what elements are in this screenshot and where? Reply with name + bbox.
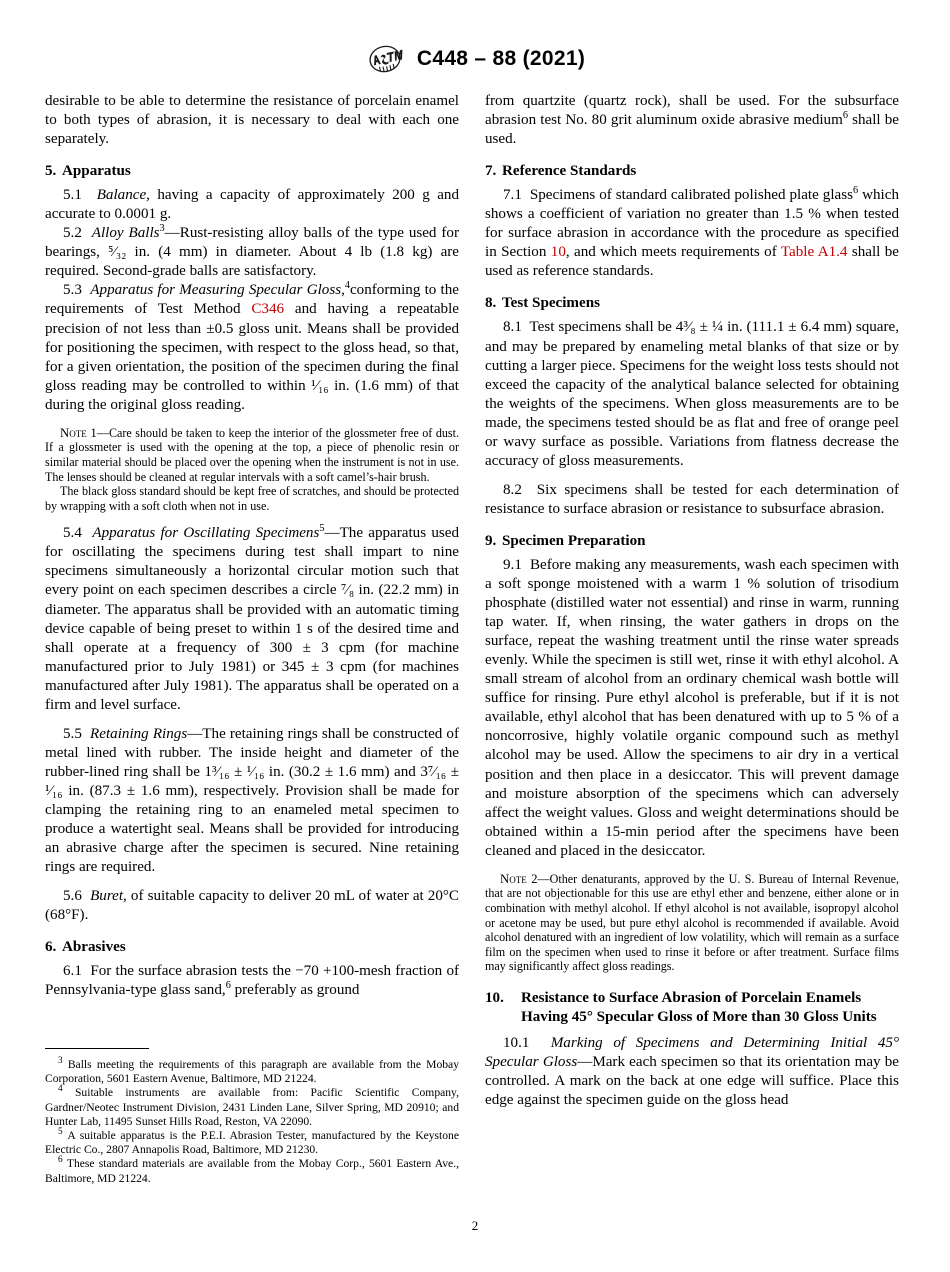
footnote-marker-5: 5: [58, 1127, 63, 1138]
page-header: [0, 44, 950, 74]
paragraph-8-1-text: Test specimens shall be 4³⁄₈ ± ¼ in. (111.1 ± 6.4 mm) square, and may be prepared by enameling metal blanks of that size or by cutting a larger piece. Specimens for the weight loss tests should not exceed the capacity of the analytical balance selected for obtaining the weights of the specimens. When gloss measurements are to be made, the specimens tested should be as flat and free of orange peel or wavy surface as possible. Variations from flatness decrease the accuracy of gloss measurements.: [485, 319, 899, 469]
section-title-9: Specimen Preparation: [502, 532, 646, 549]
paragraph-number-5-4: 5.4: [63, 525, 82, 542]
paragraph-6-1-continued: [485, 92, 899, 149]
right-column: [485, 92, 899, 1110]
paragraph-5-5: [45, 725, 459, 877]
section-heading-8: [485, 294, 899, 313]
note-2-paragraph: [485, 872, 899, 974]
paragraph-5-2: [45, 224, 459, 281]
intro-paragraph: desirable to be able to determine the resistance of porcelain enamel to both types of abrasion, it is necessary to deal with each one separately.: [45, 93, 459, 148]
page-number: 2: [471, 1218, 479, 1233]
note-1-paragraph-2: The black gloss standard should be kept free of scratches, and should be protected by wrapping with a soft cloth when not in use.: [45, 484, 459, 513]
footnote-marker-6: 6: [58, 1155, 63, 1166]
left-column: [45, 92, 459, 1000]
continuation-text-a: from quartzite (quartz rock), shall be used. For the subsurface abrasion test No. 80 grit aluminum oxide abrasive medium: [485, 93, 899, 129]
footnote-ref-3[interactable]: 3: [159, 223, 165, 235]
paragraph-5-2-text: —Rust-resisting alloy balls of the type used for bearings, ⁵⁄₃₂ in. (4 mm) in diameter. About 4 lb (1.8 kg) are required. Second-grade balls are satisfactory.: [45, 225, 460, 280]
footnote-5: [45, 1129, 459, 1157]
section-title-5: Apparatus: [62, 163, 131, 180]
footnotes-section: [45, 1048, 459, 1186]
paragraph-8-1: [485, 318, 899, 470]
note-2-text: —Other denaturants, approved by the U. S. Bureau of Internal Revenue, that are not objectionable for this use are ethyl ether and benzene, either alone or in combination with methyl alcohol. If ethyl alcohol is not available, isopropyl alcohol or acetone may be used, but pure ethyl alcohol is recommended if available. Avoid alcohol denatured with an ingredient of low volatility, which will remain as a surface film on the specimen when used to rinse it before or after treatment. Surface films may significantly affect gloss readings.: [485, 871, 899, 974]
footnote-4: [45, 1086, 459, 1129]
note-1-label: Note 1: [60, 425, 97, 440]
note-2-block: [485, 872, 899, 974]
footnote-ref-6-left[interactable]: 6: [225, 980, 231, 992]
paragraph-10-1: [485, 1034, 899, 1110]
term-retaining-rings: Retaining Rings: [90, 725, 188, 742]
term-apparatus-oscillating: Apparatus for Oscillating Specimens: [92, 525, 320, 542]
section-number-7: 7.: [485, 163, 497, 180]
paragraph-5-3: [45, 281, 459, 414]
paragraph-5-6-text: of suitable capacity to deliver 20 mL of water at 20°C (68°F).: [45, 888, 459, 924]
paragraph-number-5-6: 5.6: [63, 888, 82, 905]
section-number-8: 8.: [485, 295, 497, 312]
section-number-6: 6.: [45, 939, 57, 956]
term-balance: Balance,: [96, 187, 150, 204]
paragraph-number-5-1: 5.1: [63, 187, 82, 204]
section-title-7: Reference Standards: [502, 163, 637, 180]
term-marking-of-specimens: Marking of Specimens and Determining Initial 45° Specular Gloss: [485, 1035, 899, 1071]
paragraph-6-1-text-a: For the surface abrasion tests the −70 +100-mesh fraction of Pennsylvania-type glass sand,: [45, 963, 460, 999]
footnote-3: [45, 1058, 459, 1086]
footnote-6-text: These standard materials are available from the Mobay Corp., 5601 Eastern Ave., Baltimore, MD 21224.: [45, 1157, 459, 1185]
footnote-ref-4[interactable]: 4: [344, 280, 350, 292]
footnote-ref-6-right[interactable]: 6: [842, 110, 848, 122]
paragraph-7-1-text-a: Specimens of standard calibrated polished plate glass: [529, 187, 853, 204]
footnote-6: [45, 1157, 459, 1185]
paragraph-7-1-text-d: shall be used as reference standards.: [485, 244, 899, 280]
section-heading-5: [45, 162, 459, 181]
paragraph-number-8-2: 8.2: [503, 481, 522, 498]
section-heading-6: [45, 938, 459, 957]
paragraph-number-5-3: 5.3: [63, 282, 82, 299]
link-test-method-c346[interactable]: C346: [251, 301, 285, 318]
section-heading-10: [485, 989, 899, 1028]
note-1-text: —Care should be taken to keep the interior of the glossmeter free of dust. If a glossmeter is used with the opening at the top, a piece of phenolic resin or similar material should be placed over the opening when the instrument is not in use. The lenses should be cleaned at regular intervals with a soft camel’s-hair brush.: [45, 425, 459, 484]
link-table-a1-4[interactable]: Table A1.4: [780, 244, 848, 261]
note-2-label: Note 2: [500, 871, 538, 886]
paragraph-5-1: [45, 186, 459, 224]
footnote-ref-5[interactable]: 5: [319, 523, 325, 535]
paragraph-8-2-text: Six specimens shall be tested for each determination of resistance to surface abrasion or resistance to subsurface abrasion.: [485, 481, 899, 517]
section-number-9: 9.: [485, 532, 497, 549]
continuation-text-b: shall be used.: [485, 112, 899, 148]
paragraph-number-8-1: 8.1: [503, 319, 522, 336]
paragraph-5-3-text-b: and having a repeatable precision of not less than ±0.5 gloss unit. Means shall be provided for positioning the specimen, with respect to the gloss head, so that, for a given orientation, the position of the specimen during the final gloss reading may be controlled to within ¹⁄₁₆ in. (1.6 mm) of that during the original gloss reading.: [45, 301, 459, 413]
paragraph-5-1-text: having a capacity of approximately 200 g and accurate to 0.0001 g.: [45, 187, 460, 223]
section-number-10: 10.: [485, 989, 504, 1006]
section-number-5: 5.: [45, 163, 57, 180]
term-buret: Buret,: [90, 888, 127, 905]
paragraph-number-6-1: 6.1: [63, 963, 82, 980]
footnote-ref-6-section7[interactable]: 6: [853, 185, 859, 197]
paragraph-9-1-text: Before making any measurements, wash each specimen with a soft sponge moistened with a warm 1 % solution of trisodium phosphate (distilled water not essential) and rinse in warm, running tap water. If, when rinsing, the water gathers in drops on the surface, repeat the washing treatment until the rinse water spreads evenly. While the specimen is still wet, rinse it with ethyl alcohol. A small stream of alcohol from an ordinary chemical wash bottle will suffice for rinsing. Pure ethyl alcohol is preferable, but if it is not available, ethyl alcohol that has been denatured with up to 5 % of a noncorrosive, highly volatile organic compound such as methyl alcohol may be used. Allow the specimens to air dry in a vertical position and then place in a desiccator. This will prevent damage and moisture absorption of the specimens which can adversely affect the weight values. Gloss and weight determinations should be obtained within a 15-min period after the specimens have been cleaned and placed in the desiccator.: [485, 556, 899, 859]
paragraph-6-1: [45, 962, 459, 1000]
section-heading-7: [485, 162, 899, 181]
paragraph-5-3-text-a: conforming to the requirements of Test Method: [45, 282, 459, 318]
section-title-6: Abrasives: [62, 939, 126, 956]
paragraph-5-4: [45, 524, 459, 714]
paragraph-9-1: [485, 556, 899, 861]
paragraph-7-1-text-c: , and which meets requirements of: [565, 244, 781, 261]
standard-designation: C448 – 88 (2021): [416, 47, 586, 70]
term-apparatus-specular-gloss: Apparatus for Measuring Specular Gloss,: [90, 282, 345, 299]
paragraph-7-1: [485, 186, 899, 281]
footnote-3-text: Balls meeting the requirements of this paragraph are available from the Mobay Corporation, 5601 Eastern Avenue, Baltimore, MD 21224.: [45, 1058, 459, 1086]
paragraph-5-5-text: —The retaining rings shall be constructed of metal lined with rubber. The inside height and diameter of the rubber-lined ring shall be 1³⁄₁₆ ± ¹⁄₁₆ in. (30.2 ± 1.6 mm) and 3⁷⁄₁₆ ± ¹⁄₁₆ in. (87.3 ± 1.6 mm), respectively. Provision shall be made for clamping the retaining ring to an enameled metal specimen to produce a watertight seal. Means shall be provided for introducing an abrasive charge after the specimen is secured. Nine retaining rings are required.: [45, 725, 460, 876]
paragraph-5-4-text: —The apparatus used for oscillating the specimens during test shall impart to nine specimens simultaneously a horizontal circular motion such that every point on each specimen describes a circle ⁷⁄₈ in. (22.2 mm) in diameter. The apparatus shall be provided with an automatic timing device capable of being preset to within 1 s of the desired time and shall operate at a frequency of 300 ± 3 cpm (for machine manufactured prior to July 1981) or 345 ± 3 cpm (for machines manufactured after July 1981). The apparatus shall be operated on a firm and level surface.: [45, 525, 459, 713]
astm-logo-icon: [365, 44, 407, 74]
footnote-5-text: A suitable apparatus is the P.E.I. Abrasion Tester, manufactured by the Keystone Electric Co., 2807 Annapolis Road, Baltimore, MD 21230.: [45, 1129, 459, 1157]
footnote-marker-3: 3: [58, 1056, 63, 1067]
section-title-8: Test Specimens: [502, 295, 600, 312]
paragraph-number-10-1: 10.1: [503, 1035, 530, 1052]
paragraph-8-2: [485, 481, 899, 519]
paragraph-6-1-text-b: preferably as ground: [230, 982, 360, 999]
footnote-separator-rule: [45, 1048, 149, 1049]
paragraph-7-1-text-b: which shows a coefficient of variation no greater than 1.5 % when tested for surface abrasion in accordance with the procedure as specified in Section: [485, 187, 899, 261]
section-title-10: Resistance to Surface Abrasion of Porcelain Enamels Having 45° Specular Gloss of More than 30 Gloss Units: [521, 989, 877, 1026]
footnote-marker-4: 4: [58, 1084, 63, 1095]
term-alloy-balls: Alloy Balls: [91, 225, 160, 242]
paragraph-number-5-2: 5.2: [63, 225, 82, 242]
link-section-10[interactable]: 10: [550, 244, 566, 261]
paragraph-number-9-1: 9.1: [503, 556, 522, 573]
section-heading-9: [485, 532, 899, 551]
note-1-block: [45, 426, 459, 514]
paragraph-5-6: [45, 887, 459, 925]
note-1-paragraph: [45, 426, 459, 484]
paragraph-10-1-text: —Mark each specimen so that its orientation may be controlled. A mark on the back at one edge will suffice. Place this edge against the specimen guide on the gloss head: [485, 1054, 899, 1109]
paragraph-number-5-5: 5.5: [63, 725, 82, 742]
footnote-4-text: Suitable instruments are available from: Pacific Scientific Company, Gardner/Neotec Instrument Division, 2431 Linden Lane, Silver Spring, MD 20910; and Hunter Lab, 11495 Sunset Hills Road, Reston, VA 22090.: [45, 1086, 460, 1128]
paragraph-number-7-1: 7.1: [503, 187, 522, 204]
